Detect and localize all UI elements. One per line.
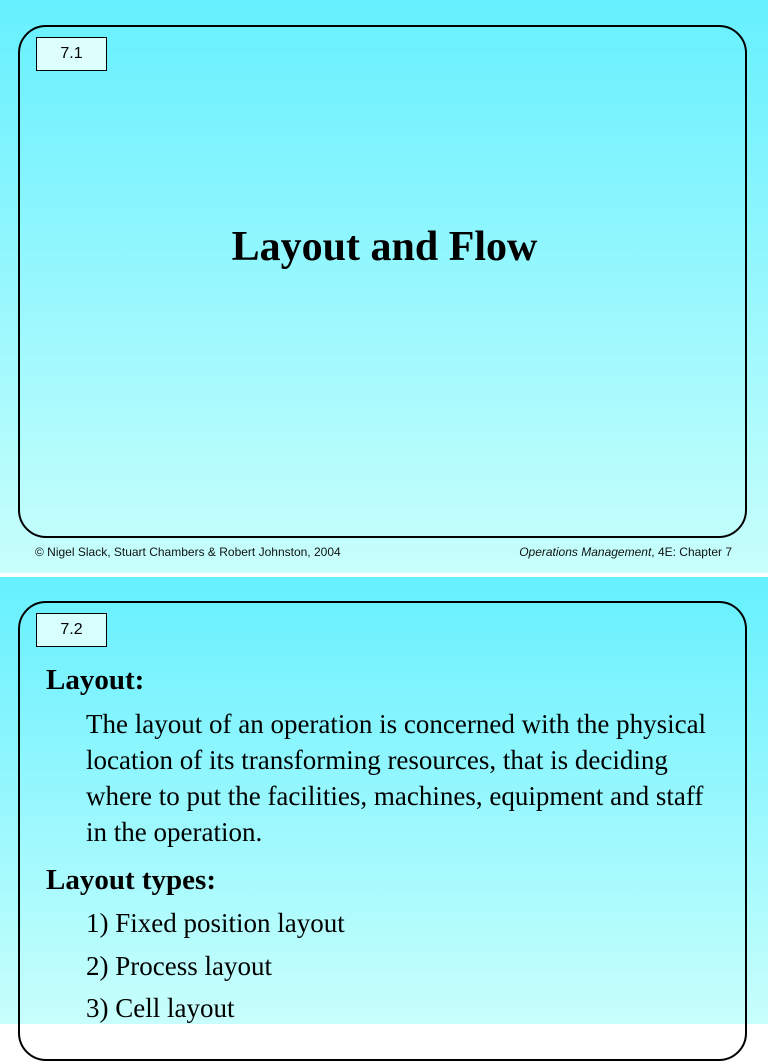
slide-title: Layout and Flow (231, 224, 538, 270)
layout-definition: The layout of an operation is concerned with the physical location of its transforming resources, that is deciding where to put the facilities, machines, equipment and staff in the operation. (86, 709, 707, 847)
slide-number-box (36, 37, 107, 71)
footer-copyright: © Nigel Slack, Stuart Chambers & Robert Johnston, 2004 (35, 545, 341, 559)
slide-number: 7.2 (60, 621, 83, 638)
layout-type-item: 2) Process layout (86, 951, 272, 981)
footer-chapter (519, 545, 732, 559)
footer-book-title: Operations Management (519, 545, 652, 559)
slide-number-box (36, 613, 107, 647)
slide-frame (18, 25, 747, 538)
layout-type-item: 1) Fixed position layout (86, 908, 345, 938)
layout-types-heading: Layout types: (46, 864, 216, 896)
layout-heading: Layout: (46, 664, 145, 696)
slide-7-2 (0, 577, 768, 1024)
footer-book-rest: , 4E: Chapter 7 (651, 545, 732, 559)
layout-type-item: 3) Cell layout (86, 993, 235, 1023)
slide-number: 7.1 (60, 45, 83, 62)
